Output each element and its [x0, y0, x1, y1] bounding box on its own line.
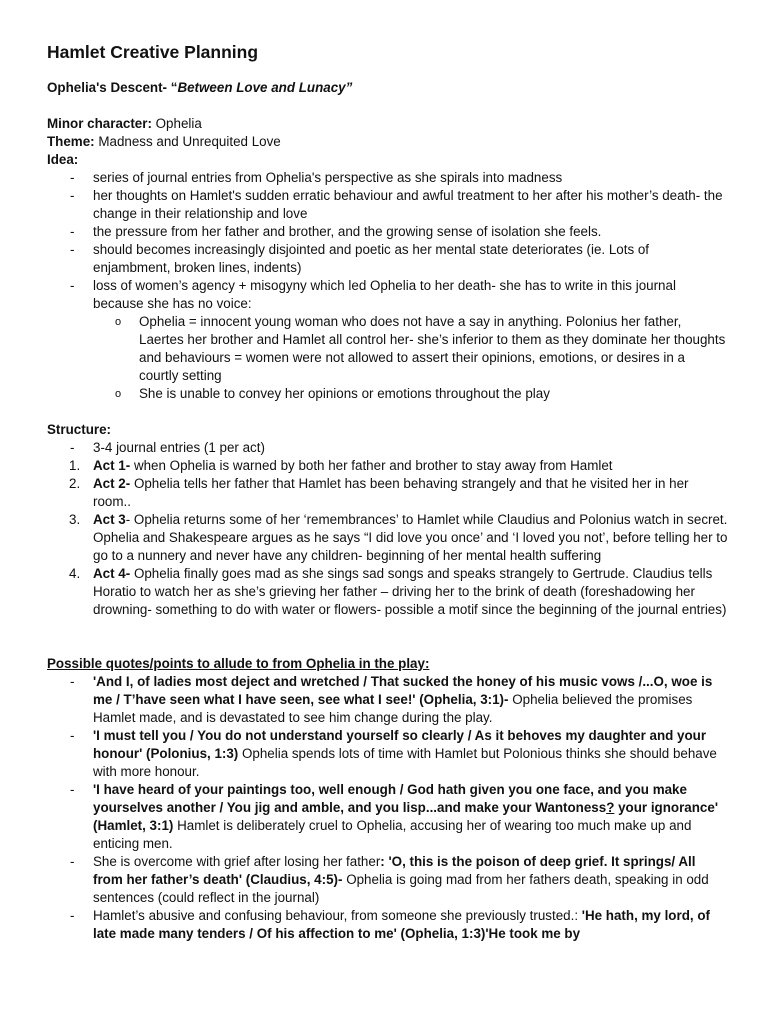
document-title: Hamlet Creative Planning	[47, 42, 259, 62]
quotes-list	[47, 673, 728, 943]
theme-line	[47, 133, 728, 151]
idea-item: - loss of women’s agency + misogyny which led Ophelia to her death- she has to write in this journal because she has no voice: o Ophelia = innocent young woman who does not have a say in anything. Polonius her father, Laertes her brother and Hamlet all control her- she’s inferior to them as they dominate her thoughts and behaviours = women were not allowed to assert their opinions, emotions, or desires in a courtly setting o She is unable to convey her opinions or emotions throughout the play	[47, 277, 728, 403]
quote-item: - 'I must tell you / You do not understand yourself so clearly / As it behoves my daughter and your honour' (Polonius, 1:3) Ophelia spends lots of time with Hamlet but Polonious thinks she should behave with more honour.	[70, 728, 717, 779]
minor-character-label: Minor character:	[47, 116, 152, 131]
quote-item: - Hamlet’s abusive and confusing behaviour, from someone she previously trusted.: 'He hath, my lord, of late made many tenders / Of his affection to me' (Ophelia, 1:3)'He took me by	[70, 908, 710, 941]
structure-item: - 3-4 journal entries (1 per act)	[70, 440, 265, 455]
quote-item: - 'And I, of ladies most deject and wretched / That sucked the honey of his music vows /...O, woe is me / T’have seen what I have seen, see what I see!' (Ophelia, 3:1)- Ophelia believed the promises Hamlet made, and is devastated to see him change during the play.	[70, 674, 713, 725]
project-subtitle	[47, 79, 728, 97]
quote-item: - She is overcome with grief after losing her father: 'O, this is the poison of deep grief. It springs/ All from her father’s death' (Claudius, 4:5)- Ophelia is going mad from her fathers death, speaking in odd sentences (could reflect in the journal)	[70, 854, 709, 905]
act-item: 1. Act 1- when Ophelia is warned by both her father and brother to stay away from Hamlet	[69, 458, 613, 473]
idea-item: - her thoughts on Hamlet's sudden erratic behaviour and awful treatment to her after his mother’s death- the change in their relationship and love	[70, 188, 723, 221]
quotes-heading: Possible quotes/points to allude to from Ophelia in the play:	[47, 656, 430, 671]
idea-item: - the pressure from her father and brother, and the growing sense of isolation she feels.	[70, 224, 602, 239]
idea-item: - series of journal entries from Ophelia's perspective as she spirals into madness	[70, 170, 563, 185]
idea-sublist	[93, 313, 728, 403]
structure-heading: Structure:	[47, 422, 111, 437]
theme-value: Madness and Unrequited Love	[94, 134, 281, 149]
minor-character-value: Ophelia	[151, 116, 202, 131]
act-item: 2. Act 2- Ophelia tells her father that Hamlet has been behaving strangely and that he visited her in her room..	[69, 476, 689, 509]
subtitle-prefix: Ophelia's Descent- “	[47, 80, 178, 95]
idea-list	[47, 169, 728, 403]
idea-heading: Idea:	[47, 152, 79, 167]
minor-character-line	[47, 115, 728, 133]
act-item: 4. Act 4- Ophelia finally goes mad as she sings sad songs and speaks strangely to Gertrude. Claudius tells Horatio to watch her as she’s grieving her father – driving her to the brink of death (foreshadowing her drowning- something to do with water or flowers- possible a motif since the beginning of the journal entries)	[69, 566, 727, 617]
idea-item: - should becomes increasingly disjointed and poetic as her mental state deteriorates (ie. Lots of enjambment, broken lines, indents)	[70, 242, 650, 275]
theme-label: Theme:	[47, 134, 95, 149]
idea-subitem: o She is unable to convey her opinions or emotions throughout the play	[115, 386, 550, 401]
act-item: 3. Act 3- Ophelia returns some of her ‘remembrances’ to Hamlet while Claudius and Polonius watch in secret. Ophelia and Shakespeare argues as he says “I did love you once’ and ‘I loved you not’, before telling her to go to a nunnery and never have any children- beginning of her mental health suffering	[69, 512, 728, 563]
acts-list	[47, 457, 728, 619]
structure-dash-list	[47, 439, 728, 457]
idea-subitem: o Ophelia = innocent young woman who does not have a say in anything. Polonius her father, Laertes her brother and Hamlet all control her- she’s inferior to them as they dominate her thoughts and behaviours = women were not allowed to assert their opinions, emotions, or desires in a courtly setting	[115, 314, 726, 383]
quote-item: - 'I have heard of your paintings too, well enough / God hath given you one face, and you make yourselves another / You jig and amble, and you lisp...and make your Wantoness? your ignorance' (Hamlet, 3:1) Hamlet is deliberately cruel to Ophelia, accusing her of wearing too much make up and enticing men.	[70, 782, 719, 851]
subtitle-italic: Between Love and Lunacy”	[177, 80, 353, 95]
